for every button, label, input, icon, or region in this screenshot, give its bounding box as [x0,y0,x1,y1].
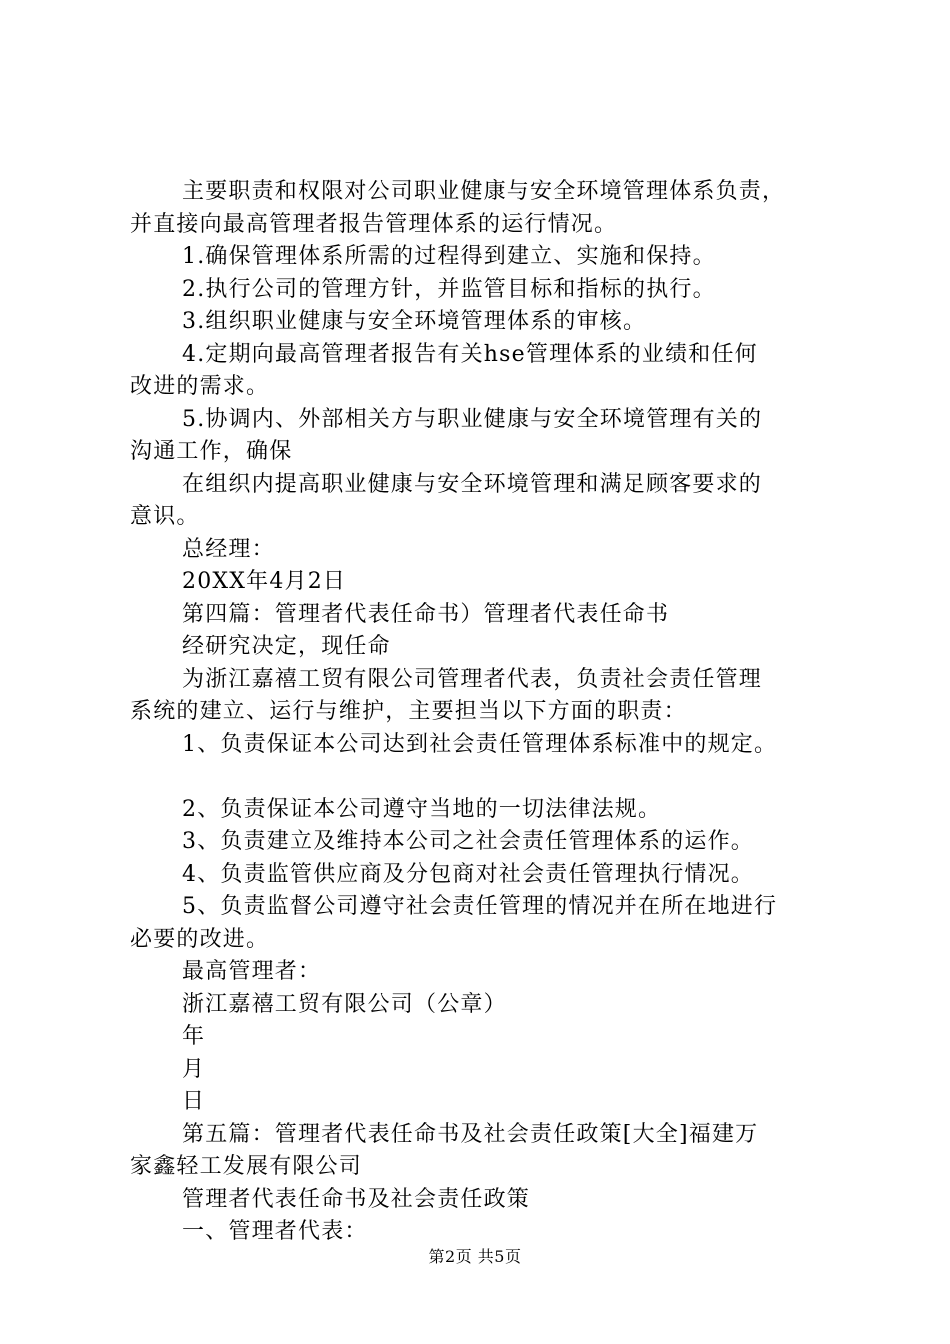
text-line: 4.定期向最高管理者报告有关hse管理体系的业绩和任何 [182,341,758,367]
text-line: 月 [182,1056,206,1082]
text-line: 1.确保管理体系所需的过程得到建立、实施和保持。 [182,244,716,269]
text-line: 第五篇：管理者代表任命书及社会责任政策[大全]福建万 [182,1121,759,1147]
text-line: 4、负责监管供应商及分包商对社会责任管理执行情况。 [182,861,754,887]
text-line: 2、负责保证本公司遵守当地的一切法律法规。 [182,796,662,822]
document-body [130,176,830,1249]
text-line: 3、负责建立及维持本公司之社会责任管理体系的运作。 [182,829,754,854]
text-line: 为浙江嘉禧工贸有限公司管理者代表，负责社会责任管理 [182,666,763,692]
text-line: 家鑫轻工发展有限公司 [130,1154,363,1179]
text-line: 5.协调内、外部相关方与职业健康与安全环境管理有关的 [182,406,763,432]
text-line: 总经理： [182,536,275,562]
text-line: 主要职责和权限对公司职业健康与安全环境管理体系负责， [182,179,786,204]
text-line: 并直接向最高管理者报告管理体系的运行情况。 [130,211,618,237]
text-line: 在组织内提高职业健康与安全环境管理和满足顾客要求的 [182,471,763,497]
text-line: 必要的改进。 [130,926,270,952]
text-line: 1、负责保证本公司达到社会责任管理体系标准中的规定。 [182,731,778,757]
blank-line [130,761,830,794]
text-line: 最高管理者： [182,959,322,984]
text-line: 系统的建立、运行与维护，主要担当以下方面的职责： [130,699,687,724]
text-line: 第四篇：管理者代表任命书）管理者代表任命书 [182,601,670,627]
text-line: 5、负责监督公司遵守社会责任管理的情况并在所在地进行 [182,894,778,919]
text-line: 3.组织职业健康与安全环境管理体系的审核。 [182,309,647,334]
text-line: 20XX年4月2日 [182,569,347,594]
text-line: 经研究决定，现任命 [182,634,391,659]
text-line: 沟通工作，确保 [130,439,293,464]
text-line: 管理者代表任命书及社会责任政策 [182,1186,531,1212]
text-line: 2.执行公司的管理方针，并监管目标和指标的执行。 [182,276,716,302]
text-line: 浙江嘉禧工贸有限公司（公章） [182,991,507,1017]
text-line: 意识。 [130,504,200,529]
text-line: 日 [182,1089,206,1114]
text-line: 改进的需求。 [130,374,270,399]
text-line: 一、管理者代表： [182,1219,368,1244]
page-footer: 第2页 共5页 [428,1247,522,1266]
text-line: 年 [182,1024,206,1049]
